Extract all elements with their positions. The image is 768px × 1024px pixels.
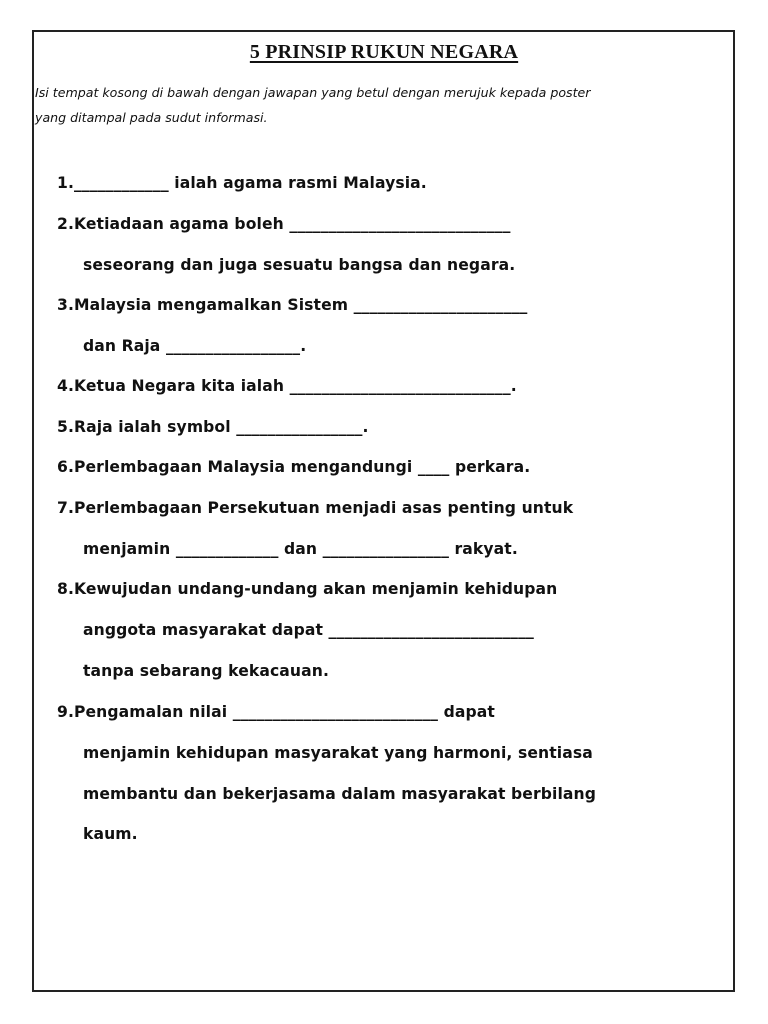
instruction-line: yang ditampal pada sudut informasi. [35,110,268,125]
question-1: 1.____________ ialah agama rasmi Malaysia. [57,174,427,192]
question-4: 4.Ketua Negara kita ialah ____________________________. [57,377,517,395]
question-9: 9.Pengamalan nilai __________________________ dapat [57,703,495,721]
instruction-text [35,80,675,130]
question-6: 6.Perlembagaan Malaysia mengandungi ____ perkara. [57,458,531,476]
question-8-continuation: anggota masyarakat dapat __________________________ [83,621,534,639]
instruction-line: Isi tempat kosong di bawah dengan jawapan yang betul dengan merujuk kepada poster [35,85,591,100]
question-2-continuation: seseorang dan juga sesuatu bangsa dan negara. [83,256,516,274]
question-9-continuation: membantu dan bekerjasama dalam masyarakat berbilang [83,785,597,803]
question-3-continuation: dan Raja _________________. [83,337,307,355]
question-9-continuation: kaum. [83,825,138,843]
question-3: 3.Malaysia mengamalkan Sistem ______________________ [57,296,528,314]
question-8-continuation: tanpa sebarang kekacauan. [83,662,329,680]
question-8: 8.Kewujudan undang-undang akan menjamin kehidupan [57,580,558,598]
question-7-continuation: menjamin _____________ dan ________________ rakyat. [83,540,518,558]
question-2: 2.Ketiadaan agama boleh ____________________________ [57,215,511,233]
worksheet-title: 5 PRINSIP RUKUN NEGARA [249,41,519,63]
question-9-continuation: menjamin kehidupan masyarakat yang harmoni, sentiasa [83,744,593,762]
question-7: 7.Perlembagaan Persekutuan menjadi asas penting untuk [57,499,574,517]
question-5: 5.Raja ialah symbol ________________. [57,418,369,436]
